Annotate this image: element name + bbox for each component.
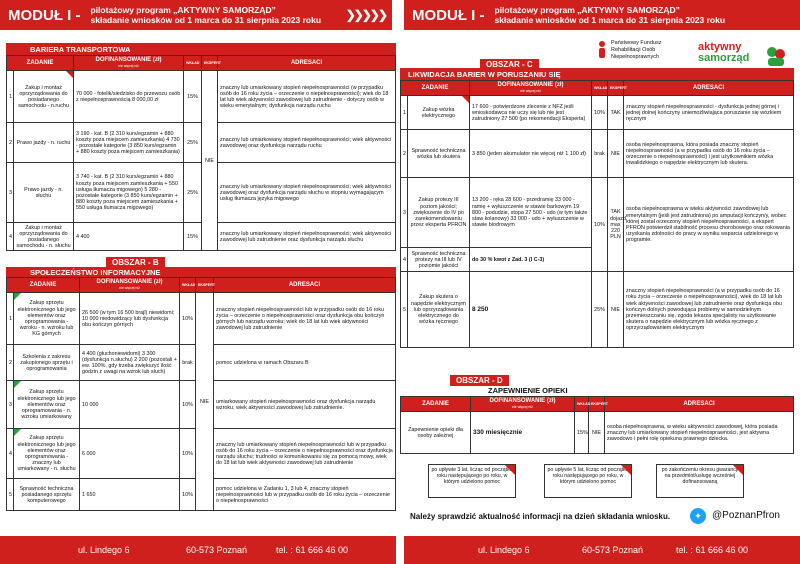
table-row: 4 Sprawność techniczna protezy na III lub IV poziomie jakości do 30 % kwot z Zad. 3 (I C-3) [401,248,794,272]
table-row: 2 Prawo jazdy - n. ruchu 3 190 - kat. B (2 310 kurs/egzamin + 880 koszty poza miejscem zamieszkania) 4 730 - pozostałe kategorie (3 850 kurs/egzamin + 880 koszty poza miejscem zamieszkania) 25% znaczny lub umiarkowany stopień niepełnosprawności; wiek aktywności zawodowej oraz dysfunkcja narządu ruchu [7,123,396,163]
table-row: 5 Sprawność techniczna posiadanego sprzętu komputerowego 1 650 10% pomoc udzielona w Zadaniu 1, 3 lub 4, znaczny stopień niepełnosprawności lub w przypadku osób do 16 roku życia – orzeczenie o niepełnosprawności [7,479,396,511]
table-row: 2 Szkolenia z zakresu zakupionego sprzętu i oprogramowania 4 400 (głuchoniewidomi) 3 300 (dysfunkcja n.słuchu) 2 200 (pozostali + ew. 100%, gdy trzeba zwiększyć ilość godzin z uwagi na wzrok lub słuch) brak pomoc udzielona w ramach Obszaru B [7,345,396,381]
table-row: 5 Zakup skutera o napędzie elektrycznym lub oprzyrządowania elektrycznego do wózka ręcznego 8 250 25% NIE znaczny stopień niepełnosprawności (a w przypadku osób do 16 roku życia – orzeczenie o niepełnosprawności), wiek do 18 lat lub wiek aktywności zawodowej lub zatrudnienie oraz dysfunkcja obu kończyn dolnych powodująca problemy w samodzielnym przemieszczaniu się, zgoda lekarza specjalisty na użytkowanie skutera o napędzie elektrycznym lub wózka ręcznego z oprzyrządowaniem elektrycznym [401,272,794,348]
obszar-tag: OBSZAR - B [106,257,165,268]
section-obszar-c [400,62,794,348]
table-header: ZADANIE DOFINANSOWANIE (zł) nie więcej niż WKŁAD EKSPERT ADRESACI [401,81,794,96]
note-5-years: po upływie 5 lat, licząc od początku roku następującego po roku, w którym udzielono pomoc [544,464,632,498]
bariera-table [6,55,396,251]
table-row: 3 Prawo jazdy - n. słuchu 3 740 - kat. B (2 310 kurs/egzamin + 880 koszty poza miejscem zamieszkania + 550 usługa tłumacza migowego) 5 280 - pozostałe kategorie (3 850 kurs/egzamin + 880 koszty poza miejscem zamieszkania + 550 usługa tłumacza migowego) 25% znaczny lub umiarkowany stopień niepełnosprawności; wiek aktywności zawodowej oraz dysfunkcja narządu słuchu w stopniu wymagającym usług tłumacza języka migowego [7,163,396,223]
section-obszar-d [400,378,794,454]
twitter-handle: @PoznanPfron [712,510,780,521]
table-row: 1 Zakup i montaż oprzyrządowania do posiadanego samochodu - n.ruchu 70 000 - fotelik/siedzisko do przewozu osób z niepełnosprawnością 8 000,00 zł 15% NIE znaczny lub umiarkowany stopień niepełnosprawności (w przypadku osób do 16 roku życia – orzeczenie o niepełnosprawności); wiek do 18 lat lub wiek aktywności zawodowej lub zatrudnienie - dotyczy osób w wieku emerytalnym; dysfunkcja narządu ruchu [7,71,396,123]
note-3-years: po upływie 3 lat, licząc od początku roku następującego po roku, w którym udzielono pomoc [428,464,516,498]
obszar-b-table [6,277,396,511]
twitter-icon: ✦ [690,508,706,524]
table-row: 1 Zakup wózka elektrycznego 17 600 - potwierdzone zlecenie z NFZ jeśli wnioskodawca nie uczy się lub nie jest zatrudniony 27 500 (po rekomendacji Eksperta) 10% TAK znaczny stopień niepełnosprawności - dysfunkcja jednej górnej i jednej dolnej kończyny uniemożliwiająca poruszanie się wózkiem ręcznym [401,96,794,130]
obszar-d-table [400,396,794,454]
table-row: Zapewnienie opieki dla osoby zależnej 330 miesięcznie 15% NIE osoba niepełnosprawna, w wieku aktywności zawodowej, która posiada znaczny lub umiarkowany stopień niepełnosprawności, jest aktywna zawodowo i pełni rolę opiekuna prawnego dziecka. [401,412,794,454]
chevrons-icon: ❯❯❯❯❯ [345,8,386,22]
header-left [0,0,392,30]
table-row: 4 Zakup i montaż oprzyrządowania do posiadanego samochodu - n. słuchu 4 400 15% znaczny lub umiarkowany stopień niepełnosprawności; wiek aktywności zawodowej lub zatrudnienie oraz dysfunkcja narządu słuchu [7,223,396,251]
table-row: 2 Sprawność techniczna wózka lub skutera 3 850 (jeden akumulator nie więcej niż 1 100 zł) brak NIE osoba niepełnosprawna, która posiada znaczny stopień niepełnosprawności (a w przypadku osób do 16 roku życia – orzeczenie o niepełnosprawności) i jest użytkownikiem wózka inwalidzkiego o napędzie elektrycznym lub skutera. [401,130,794,178]
table-row: 3 Zakup protezy III poziom jakości; zwiększenie do IV po zarekomendowaniu przez eksperta PFRON 13 200 - ręka 28 600 - przedramię 33 000 - ramię + wyłuszczenie w stawie barkowym 19 800 - podudzie, stopa 27 500 - udo (w tym także staw kolanowy) 33 000 - udo + wyłuszczenie w stawie biodrowym 10% TAK dojazd max 220 PLN osoba niepełnosprawna w wieku aktywności zawodowej lub emerytalnym (jeśli jest zatrudniona) po amputacji kończyn/y, wobec której został orzeczony stopień niepełnosprawności, a ekspert PFRON potwierdził stabilność procesu chorobowego oraz rokowania uzyskania zdolności do pracy w wyniku wsparcia udzielonego w programie. [401,178,794,248]
header-subtitle: pilotażowy program „AKTYWNY SAMORZĄD” składanie wniosków od 1 marca do 31 sierpnia 2023 roku [90,5,322,25]
header-subtitle: pilotażowy program „AKTYWNY SAMORZĄD” składanie wniosków od 1 marca do 31 sierpnia 2023 roku [494,5,726,25]
section-title: BARIERA TRANSPORTOWA [6,43,396,55]
table-row: 1 Zakup sprzętu elektronicznego lub jego elementów oraz oprogramowania - wzroku - n. wzroku lub KG górnych 26 500 (w tym 16 500 brajl) niewidomi; 10 000 niedowidzący lub dysfunkcja obu kończyn górnych 10% NIE znaczny stopień niepełnosprawności lub w przypadku osób do 16 roku życia – orzeczenie o niepełnosprawności oraz dysfunkcja obu kończyn górnych lub narządu wzroku; wiek do 18 lat lub wiek aktywności zawodowej lub zatrudnienie [7,293,396,345]
obszar-tag: OBSZAR - D [450,375,509,386]
module-title: MODUŁ I - [8,6,81,24]
aktywny-samorzad-logo: aktywny samorząd [698,41,750,64]
pfron-logo: Państwowy Fundusz Rehabilitacji Osób Niepełnosprawnych [596,40,686,61]
table-header: ZADANIE DOFINANSOWANIE (zł) nie więcej niż WKŁAD EKSPERT ADRESACI [401,397,794,412]
table-header: ZADANIE DOFINANSOWANIE (zł) nie więcej niż WKŁAD EKSPERT ADRESACI [7,278,396,293]
section-title: OBSZAR - C LIKWIDACJA BARIER W PORUSZANIU SIĘ [400,68,794,80]
reminder-text: Należy sprawdzić aktualność informacji na dzień składania wniosku. [410,512,671,521]
footer-right: ul. Lindego 6 60-573 Poznań tel. : 61 666 46 00 [404,536,800,564]
obszar-tag: OBSZAR - C [480,59,539,70]
table-row: 3 Zakup sprzętu elektronicznego lub jego elementów oraz oprogramowania - n. wzroku umiarkowany 10 000 10% umiarkowany stopień niepełnosprawności oraz dysfunkcja narządu wzroku; wiek aktywności zawodowej lub zatrudnienie. [7,381,396,429]
footer-left: ul. Lindego 6 60-573 Poznań tel. : 61 666 46 00 [0,536,396,564]
section-bariera [6,43,396,251]
header-right [404,0,800,30]
obszar-c-table [400,80,794,348]
table-header: ZADANIE DOFINANSOWANIE (zł) nie więcej niż WKŁAD EKSPERT ADRESACI [7,56,396,71]
section-title: OBSZAR - D ZAPEWNIENIE OPIEKI [400,384,794,396]
pfron-icon [596,40,608,58]
note-gwarancja: po zakończeniu okresu gwarancji na przedmiot/usługę wcześniej dofinansowaną [656,464,744,498]
section-title: OBSZAR - B SPOŁECZEŃSTWO INFORMACYJNE [6,267,396,277]
section-obszar-b [6,258,396,511]
table-row: 4 Zakup sprzętu elektronicznego lub jego elementów oraz oprogramowania - znaczny lub umiarkowany - n. słuchu 6 000 10% znaczny lub umiarkowany stopień niepełnosprawności lub w przypadku osób do 16 roku życia – orzeczenie o niepełnosprawności oraz dysfunkcja narządu słuchu; trudności w komunikowaniu się za pomocą mowy, wiek do 18 lat lub wiek aktywności zawodowej lub zatrudnienie [7,429,396,479]
module-title: MODUŁ I - [412,6,485,24]
